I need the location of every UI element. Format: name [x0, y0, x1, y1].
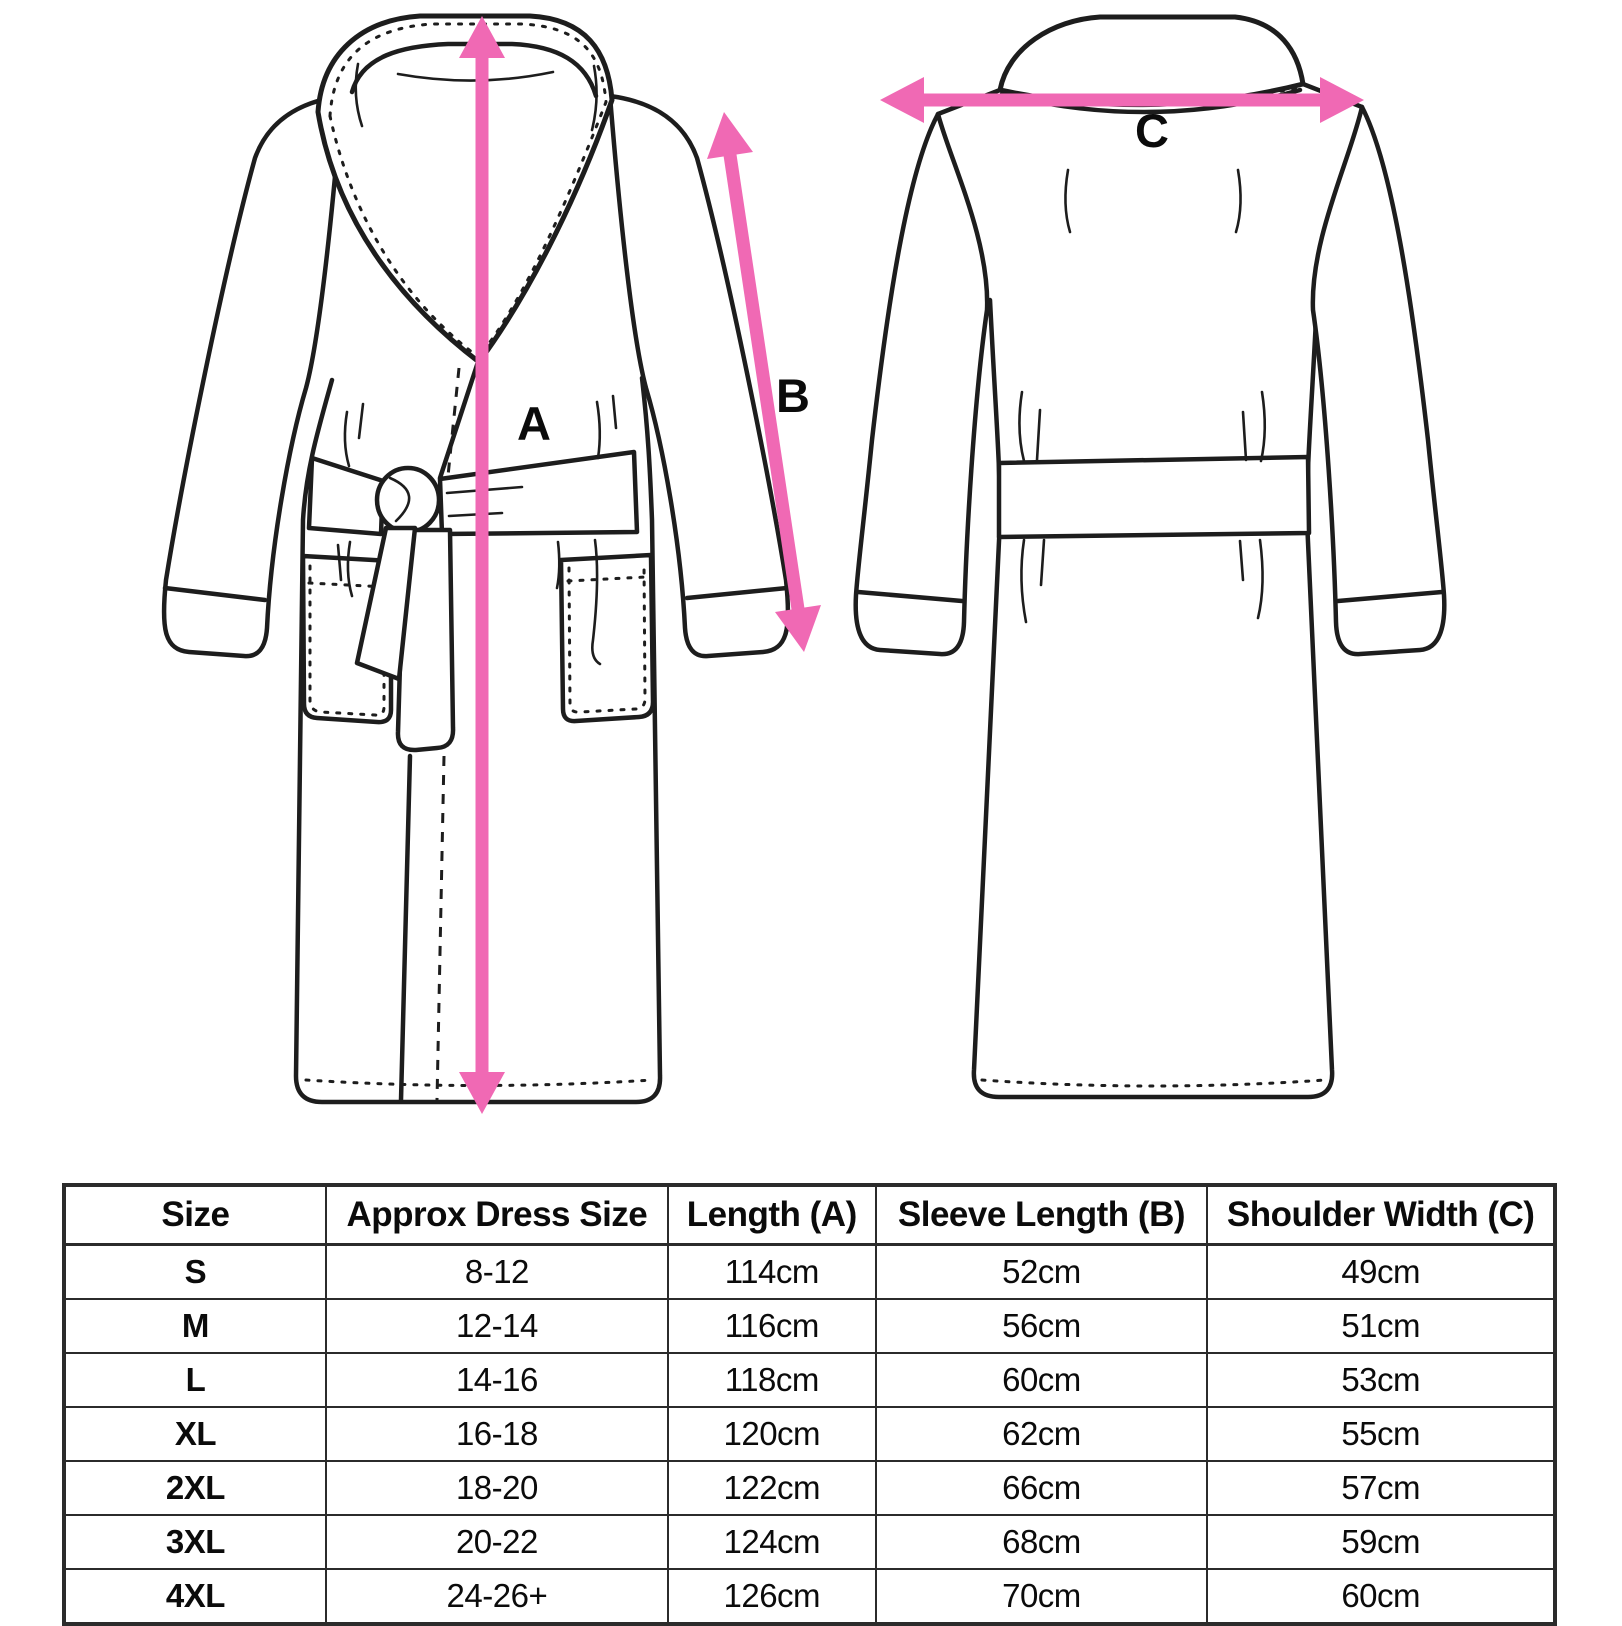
cell-dress-size: 12-14	[326, 1299, 668, 1353]
cell-dress-size: 20-22	[326, 1515, 668, 1569]
cell-shoulder-width: 57cm	[1207, 1461, 1555, 1515]
col-header-sleeve-length: Sleeve Length (B)	[876, 1185, 1208, 1245]
back-belt	[999, 457, 1309, 537]
cell-sleeve-length: 62cm	[876, 1407, 1208, 1461]
cell-sleeve-length: 66cm	[876, 1461, 1208, 1515]
table-row	[64, 1407, 1555, 1461]
front-shawl-collar	[318, 16, 612, 362]
table-header-row	[64, 1185, 1555, 1245]
cell-size: M	[64, 1299, 326, 1353]
cell-size: XL	[64, 1407, 326, 1461]
front-right-pocket	[561, 555, 653, 721]
table-row	[64, 1299, 1555, 1353]
cell-size: S	[64, 1245, 326, 1300]
back-wrinkle-lines	[1019, 170, 1264, 622]
cell-size: 3XL	[64, 1515, 326, 1569]
cell-length: 126cm	[668, 1569, 876, 1624]
cell-shoulder-width: 53cm	[1207, 1353, 1555, 1407]
col-header-dress-size: Approx Dress Size	[326, 1185, 668, 1245]
size-chart-header	[64, 1185, 1555, 1245]
cell-sleeve-length: 52cm	[876, 1245, 1208, 1300]
cell-dress-size: 18-20	[326, 1461, 668, 1515]
col-header-length: Length (A)	[668, 1185, 876, 1245]
cell-shoulder-width: 60cm	[1207, 1569, 1555, 1624]
col-header-size: Size	[64, 1185, 326, 1245]
cell-sleeve-length: 56cm	[876, 1299, 1208, 1353]
cell-dress-size: 8-12	[326, 1245, 668, 1300]
cell-size: 2XL	[64, 1461, 326, 1515]
back-sleeves	[856, 107, 1445, 654]
table-row	[64, 1353, 1555, 1407]
arrowhead-down-icon	[459, 1072, 505, 1114]
table-row	[64, 1245, 1555, 1300]
cell-length: 118cm	[668, 1353, 876, 1407]
arrowhead-up-icon	[707, 112, 753, 159]
table-row	[64, 1569, 1555, 1624]
cell-length: 124cm	[668, 1515, 876, 1569]
cell-sleeve-length: 60cm	[876, 1353, 1208, 1407]
table-row	[64, 1515, 1555, 1569]
cell-size: L	[64, 1353, 326, 1407]
cell-sleeve-length: 70cm	[876, 1569, 1208, 1624]
cell-dress-size: 14-16	[326, 1353, 668, 1407]
cell-length: 114cm	[668, 1245, 876, 1300]
cell-sleeve-length: 68cm	[876, 1515, 1208, 1569]
label-shoulder-C: C	[1135, 104, 1169, 157]
front-belt	[309, 452, 637, 534]
cell-length: 122cm	[668, 1461, 876, 1515]
cell-shoulder-width: 49cm	[1207, 1245, 1555, 1300]
arrowhead-left-icon	[880, 77, 924, 123]
cell-shoulder-width: 55cm	[1207, 1407, 1555, 1461]
cell-dress-size: 24-26+	[326, 1569, 668, 1624]
robe-back-view	[856, 17, 1445, 1097]
cell-length: 120cm	[668, 1407, 876, 1461]
cell-length: 116cm	[668, 1299, 876, 1353]
label-length-A: A	[517, 397, 551, 450]
cell-shoulder-width: 59cm	[1207, 1515, 1555, 1569]
label-sleeve-B: B	[776, 369, 810, 422]
size-chart-table	[62, 1183, 1557, 1626]
cell-shoulder-width: 51cm	[1207, 1299, 1555, 1353]
col-header-shoulder-width: Shoulder Width (C)	[1207, 1185, 1555, 1245]
cell-dress-size: 16-18	[326, 1407, 668, 1461]
cell-size: 4XL	[64, 1569, 326, 1624]
table-row	[64, 1461, 1555, 1515]
